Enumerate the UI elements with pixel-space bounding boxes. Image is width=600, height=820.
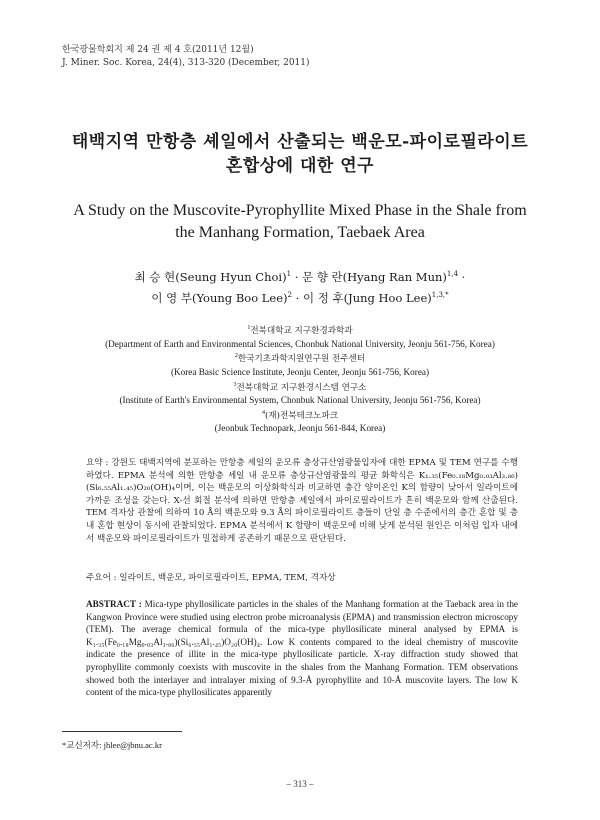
affiliation-2-en: (Korea Basic Science Institute, Jeonju Center, Jeonju 561-756, Korea) — [170, 366, 430, 377]
affiliations — [40, 322, 560, 435]
abstract-english-formula: K₁.₃₅(Fe₀.₁₈Mg₀.₀₃Al₃.₈₆)(Si₆.₅₅Al₁.₄₅)O₂₀(OH)₄ — [86, 636, 260, 647]
corresponding-author-mark: * — [445, 290, 449, 299]
title-korean — [40, 130, 560, 178]
affiliation-1-ko: $^1$전북대학교 지구환경과학과 — [247, 325, 353, 337]
page-number: – 313 – — [286, 779, 314, 789]
title-korean-line2: 혼합상에 대한 연구 — [225, 156, 375, 176]
author-choi: 최 승 현(Seung Hyun Choi) — [134, 269, 287, 284]
author-lee-yb: 이 영 부(Young Boo Lee) — [151, 290, 288, 305]
affiliation-3-en: (Institute of Earth's Environmental System, Chonbuk National University, Jeonju 561-756, Korea) — [119, 395, 481, 406]
abstract-english-label: ABSTRACT : — [86, 599, 145, 609]
abstract-korean-formula: K₁.₃₅(Fe₀.₁₈Mg₀.₀₃Al₃.₈₆)(Si₆.₅₅Al₁.₄₅)O₂₀(OH)₄ — [86, 470, 518, 494]
author-lee-yb-affil: 2 — [287, 290, 292, 299]
journal-citation — [62, 44, 310, 70]
abstract-korean-text-2: 이며, 이는 백운모의 이상화학식과 비교하면 충간 양이온인 K의 함량이 낮아서 일라이트에 가까운 조성을 갖는다. X-선 회절 분석에 의하면 만항층 셰일에서 파이로필라이트가 흔히 백운모와 함께 산출된다. TEM 격자상 관찰에 의하여 10 Å의 백운모와 9.3 Å의 파이로필라이트 층들이 단일 층 수준에서의 층간 혼합 및 층 내 혼합 현상이 동시에 관찰되었다. EPMA 분석에서 K 함량이 백운모에 비해 낮게 분석된 원인은 이처럼 입자 내에서 백운모와 파이로필라이트가 밀접하게 공존하기 때문으로 판단된다. — [86, 483, 518, 544]
author-lee-jh: 이 정 후(Jung Hoo Lee) — [302, 290, 432, 305]
keywords-label: 주요어 : — [86, 573, 120, 583]
author-mun-affil: 1,4 — [446, 270, 459, 278]
title-english-line1: A Study on the Muscovite-Pyrophyllite Mixed Phase in the Shale from — [73, 202, 527, 219]
author-separator: · — [291, 290, 303, 305]
footnote-divider — [62, 731, 182, 732]
journal-citation-ko: 한국광물학회지 제 24 권 제 4 호(2011년 12월) — [62, 45, 254, 55]
title-english-line2: the Manhang Formation, Taebaek Area — [175, 224, 425, 241]
abstract-english-text-1: Mica-type phyllosilicate particles in the shales of the Manhang formation at the Taeback area in the Kangwon Province were studied using electron probe microanalysis (EPMA) and transmission electron microscopy (TEM). The average chemical formula of the mica-type phyllosilicate mineral analysed by EPMA is — [86, 599, 518, 635]
title-english — [40, 200, 560, 244]
keywords-korean — [86, 572, 518, 584]
author-separator: · — [458, 269, 466, 284]
abstract-korean-label: 요약 : — [86, 458, 112, 468]
title-korean-line1: 태백지역 만항층 셰일에서 산출되는 백운모-파이로필라이트 — [71, 132, 529, 152]
author-separator: · — [291, 269, 303, 284]
abstract-korean — [86, 457, 518, 545]
corresponding-author-footnote: *교신저자: jhlee@jbnu.ac.kr — [62, 740, 162, 750]
author-lee-jh-affil: 1,3,* — [431, 290, 449, 299]
affiliation-2-ko: $^2$한국기초과학지원연구원 전주센터 — [234, 353, 366, 365]
affiliation-3-ko: $^3$전북대학교 지구환경시스템 연구소 — [233, 381, 367, 393]
author-line-1 — [40, 265, 560, 286]
author-list — [40, 265, 560, 307]
affiliation-4-en: (Jeonbuk Technopark, Jeonju 561-844, Korea) — [214, 423, 386, 434]
abstract-korean-text-1: 강원도 태백지역에 분포하는 만항층 셰일의 운모류 층상규산염광물입자에 대한 EPMA 및 TEM 연구를 수행하였다. EPMA 분석에 의한 만항층 셰일 내 운모류 층상규산염광물의 평균 화학식은 — [86, 458, 518, 481]
affiliation-4-ko: $^4$(재)전북테크노파크 — [261, 409, 339, 421]
author-mun: 문 향 란(Hyang Ran Mun) — [302, 269, 447, 284]
affiliation-1-en: (Department of Earth and Environmental Sciences, Chonbuk National University, Jeonju 561-756, Korea) — [105, 338, 495, 349]
journal-citation-en: J. Miner. Soc. Korea, 24(4), 313-320 (December, 2011) — [62, 58, 310, 68]
author-choi-affil: 1 — [286, 270, 292, 278]
author-line-2 — [40, 286, 560, 307]
abstract-english — [86, 598, 518, 699]
abstract-english-text-2: . Low K contents compared to the ideal chemistry of muscovite indicate the presence of illite in the mica-type phyllosilicate particle. X-ray diffraction study showed that pyrophyllite commonly coexists with muscovite in the shales from the Manhang Formation. TEM observations showed both the interlayer and intralayer mixing of 9.3-Å pyrophyllite and 10-Å muscovite layers. The low K content of the mica-type phyllosilicates apparently — [86, 636, 518, 698]
keywords-text: 일라이트, 백운모, 파이로필라이트, EPMA, TEM, 격자상 — [119, 573, 336, 583]
